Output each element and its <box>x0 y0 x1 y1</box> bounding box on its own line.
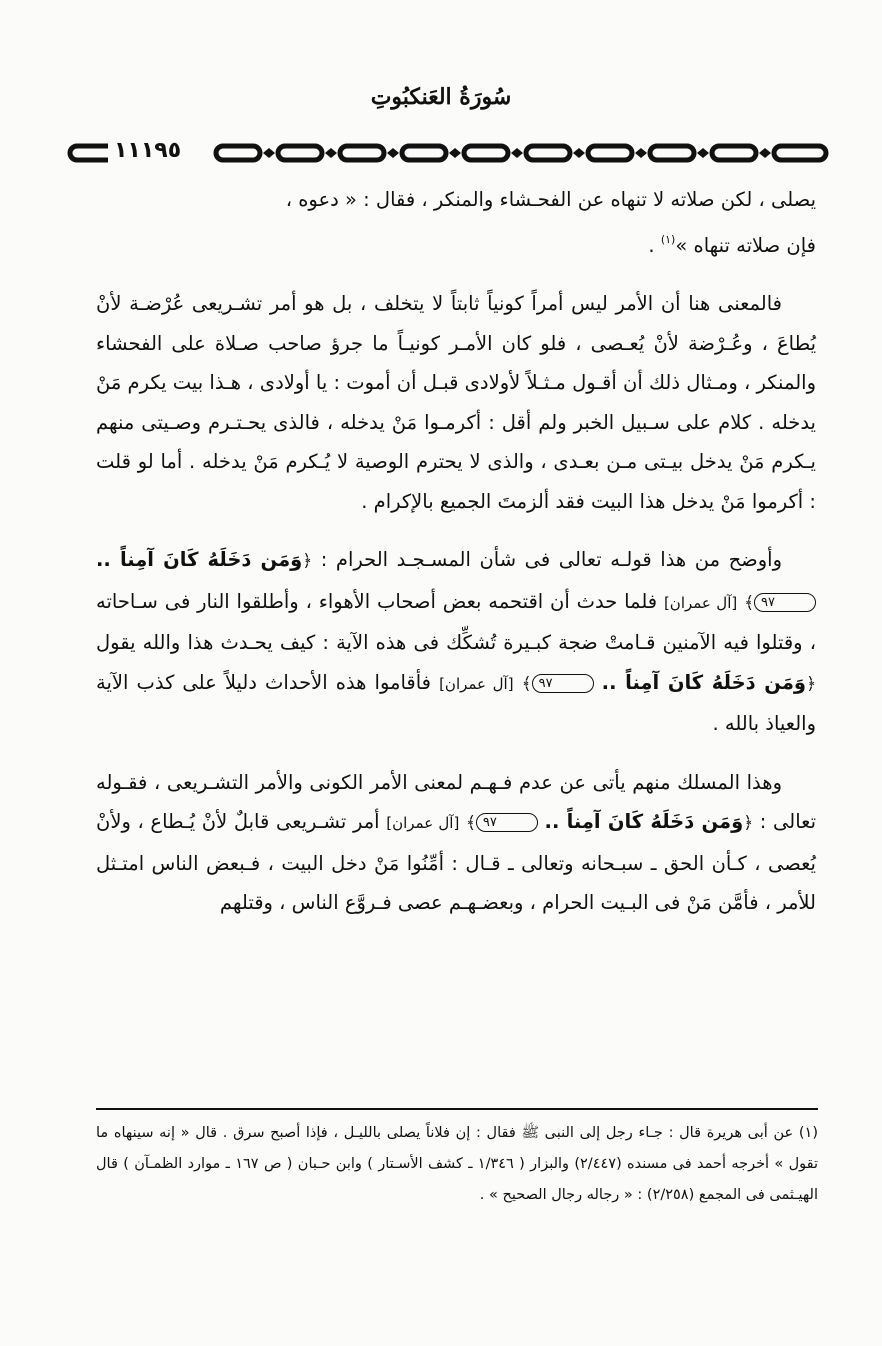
text-run: فإن صلاته تنهاه » <box>675 233 816 257</box>
ayah-number-badge: ٩٧ <box>532 674 594 693</box>
footnote-marker[interactable]: (١) <box>660 232 676 246</box>
text-run: وأوضح من هذا قولـه تعالى فى شأن المسـجـد الحرام : <box>312 548 782 571</box>
footnotes <box>96 1118 818 1211</box>
text-run: أمر تشـريعى قابلٌ لأنْ يُـطاع ، ولأنْ يُعصى ، كـأن الحق ـ سبـحانه وتعالى ـ قـال : أمِّنُوا مَنْ دخل البيت ، فـبعض الناس امتـثل للأمر ، فأمَّن مَنْ فى البـيت الحرام ، وبعضـهـم عصى فـروَّع الناس ، وقتلهم <box>96 810 816 914</box>
paragraph-3 <box>96 540 816 744</box>
text-run: فأقاموا هذه الأحداث دليلاً على كذب الآية والعياذ بالله . <box>96 670 816 735</box>
paragraph-1 <box>96 180 816 265</box>
quran-bracket-close: ﴾ <box>744 592 755 613</box>
page-number: ١١١٩٥ <box>108 136 187 166</box>
paragraph-2: فالمعنى هنا أن الأمر ليس أمراً كونياً ثابتاً لا يتخلف ، بل هو أمر تشـريعى عُرْضـة لأنْ يُطاعَ ، وعُـرْضة لأنْ يُعـصى ، فلو كان الأمـر كونيـاً ما جرؤ صاحب صـلاة على الفحشاء والمنكر ، ومـثال ذلك أن أقـول مـثـلاً لأولادى قبـل أن أموت : يا أولادى ، هـذا بيت يكرم مَنْ يدخله . كلام على سـبيل الخبر ولم أقل : أكرمـوا مَنْ يدخله ، فالذى يحـتـرم وصـيتى منهم يـكرم مَنْ يدخل بيـتى مـن بعـدى ، والذى لا يحترم الوصية لا يُـكرم مَنْ يدخله . أما لو قلت : أكرموا مَنْ يدخل هذا البيت فقد ألزمتَ الجميع بالإكرام . <box>96 292 816 513</box>
text-run: يصلى ، لكن صلاته لا تنهاه عن الفحـشاء والمنكر ، فقال : « دعوه ، <box>285 188 816 211</box>
surah-reference: [آل عمران] <box>663 593 738 612</box>
quran-bracket-open: ﴿ <box>743 813 754 833</box>
text-run: فلما حدث أن اقتحمه بعض أصحاب الأهواء ، وأطلقوا النار فى سـاحاته ، وقتلوا فيه الآمنين قـامتْ ضجة كبـيرة تُشكِّك فى هذه الآية : كيف يحـدث هذا والله يقول <box>96 589 816 654</box>
paragraph-4 <box>96 763 816 923</box>
surah-title: سُورَةُ العَنكبُوتِ <box>370 84 512 110</box>
text-run: وهذا المسلك منهم يأتى عن عدم فـهـم لمعنى الأمر الكونى والأمر التشـريعى ، فقـوله تعالى : <box>96 770 816 833</box>
ayah-number-badge: ٩٧ <box>754 593 816 612</box>
main-text <box>96 180 816 942</box>
footnote-1: (١) عن أبى هريرة قال : جـاء رجل إلى النبى ﷺ فقال : إن فلاناً يصلى بالليـل ، فإذا أصبح سرق . قال « إنه سينهاه ما تقول » أخرجه أحمد فى مسنده (٢/٤٤٧) والبزار ( ١/٣٤٦ ـ كشف الأسـتار ) وابن حـبان ( ص ١٦٧ ـ موارد الظمـآن ) قال الهيـثمى فى المجمع (٢/٢٥٨) : « رجاله رجال الصحيح » . <box>96 1125 818 1203</box>
surah-reference: [آل عمران] <box>386 814 460 832</box>
quran-bracket-close: ﴾ <box>521 673 532 694</box>
quran-bracket-open: ﴿ <box>302 551 313 571</box>
quran-verse: وَمَن دَخَلَهُ كَانَ آمِناً .. <box>544 810 744 833</box>
surah-reference: [آل عمران] <box>439 674 514 693</box>
quran-verse: وَمَن دَخَلَهُ كَانَ آمِناً .. <box>601 670 807 694</box>
quran-bracket-open: ﴿ <box>806 673 817 694</box>
text-run: . <box>648 233 661 257</box>
ayah-number-badge: ٩٧ <box>476 813 538 832</box>
footnote-separator <box>96 1108 818 1110</box>
quran-bracket-close: ﴾ <box>465 813 476 833</box>
quran-verse: وَمَن دَخَلَهُ كَانَ آمِناً .. <box>96 548 303 571</box>
